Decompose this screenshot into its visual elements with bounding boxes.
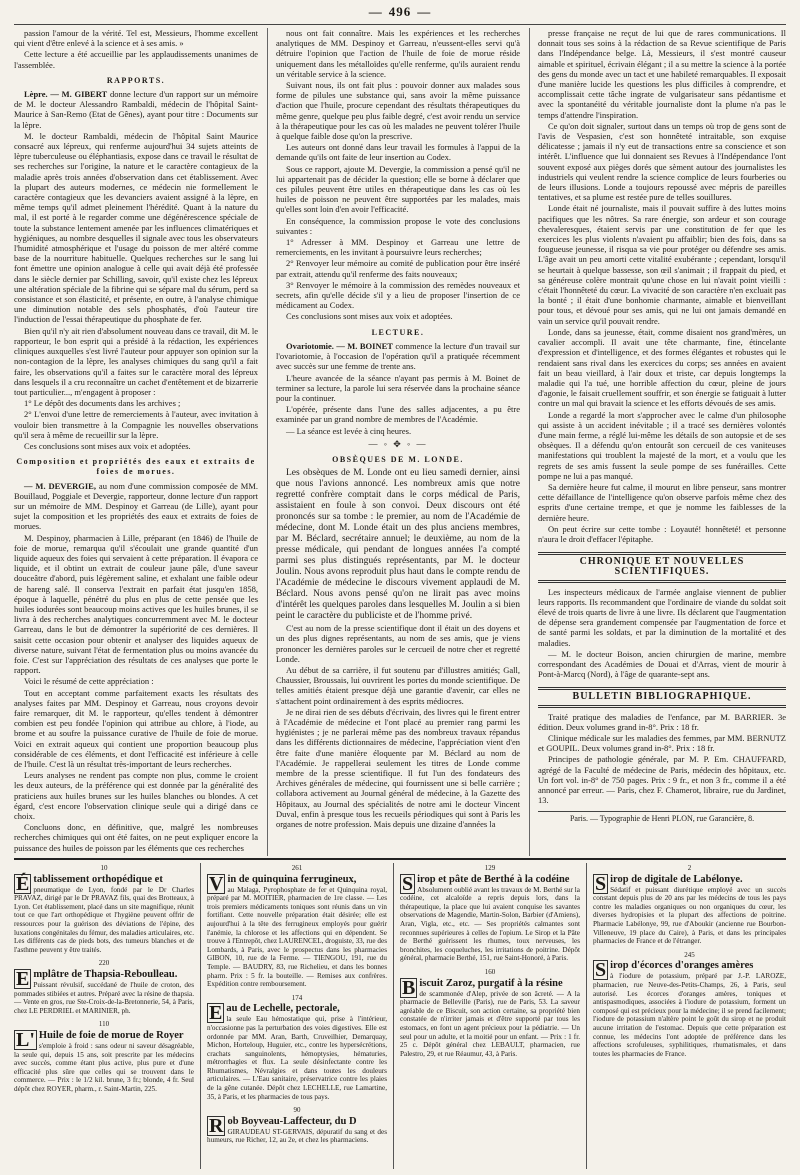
ad-body: Absolument oublié avant les travaux de M. Berthé sur la codéine, cet alcaloïde a repris depuis lors, dans la thérapeutique, la place que lui avaient conquise les savantes observations de Magendie, Martin-Solon, Barbier (d'Amiens), Aran, Vigla, etc., etc. — Ses propriétés calmantes sont reconnues supérieures à celles de l'opium. Le Sirop et la Pâte de Berthé guérissent les rhumes, toux nerveuses, les bronchites, les coqueluches, les irritations de poitrine. Dépôt général, pharmacie Berthé, 151, rue Saint-Honoré, à Paris.: [400, 885, 580, 963]
ad-number: 261: [291, 864, 303, 872]
paragraph: En conséquence, la commission propose le vote des conclusions suivantes :: [276, 215, 520, 236]
ad-title: Rob Boyveau-Laffecteur, du D: [209, 1114, 357, 1137]
ad-oranges: [593, 951, 786, 1059]
ad-number: 174: [291, 993, 303, 1002]
column-3: [538, 28, 786, 856]
paragraph: Sous ce rapport, ajoute M. Devergie, la commission a pensé qu'il ne lui appartenait pas de décider la question; elle se borne à déclarer que ces pilules peuvent être utiles en thérapeutique dans les cas où les huiles de poisson ne peuvent être supportées par les malades, mais qu'elles sont loin d'en avoir l'efficacité.: [276, 163, 520, 215]
paragraph: Leurs analyses ne rendent pas compte non plus, comme le croient les deux auteurs, de la préférence qui est donnée par la généralité des praticiens aux huiles brunes sur les huiles blanches ou blondes. A cet égard, c'est encore l'observation clinique seule qui a dirigé dans ce choix.: [14, 770, 258, 822]
paragraph: Londe était né journaliste, mais il pouvait suffire à des luttes moins pacifiques que les nôtres. Sa rare énergie, son ardeur et son courage chevaleresques, étaient servis par une constitution de fer que les exercices les plus violents n'avaient pu affaiblir; bien des fois, dans sa fougueuse jeunesse, il risqua sa vie pour protéger ou défendre ses amis. L'âge avait un peu amorti cette vitalité exubérante ; cependant, lorsqu'il se heurtait à quelque bassesse, son œil s'animait ; il frappait du pied, et sa généreuse colère montrait qu'une chose en lui n'avait point vieilli : c'était l'honnêteté du cœur. La vivacité de son caractère n'en excluait pas la bonté ; il était d'une bonhomie charmante, aimable et bienveillant pour tous, et dévoué pour ses amis, qui ne lui ont jamais demandé en vain un service qu'il pouvait rendre.: [538, 203, 786, 326]
ad-number: 220: [98, 959, 110, 968]
ad-body: à l'iodure de potassium, préparé par J.-P. LAROZE, pharmacien, rue Neuve-des-Petits-Champs, 26, à Paris, seul autorisé. Les écorces d'oranges amères, toniques et antispasmodiques, associées à l'iodure de potassium, forment un composé qui est précieux pour la médecine; il se prend facilement; l'iodure de potassium n'altère point le goût du sirop et ne produit aucune irritation de l'estomac. Depuis que cette préparation est connue, les médecins l'ont adoptée de préférence dans les affections scrofuleuses, syphilitiques, rhumatismales, et dans toutes les pharmacies de France.: [593, 972, 786, 1058]
ornament-divider: — ◦ ✥ ◦ —: [368, 438, 428, 449]
ad-title: Établissement orthopédique et: [16, 872, 163, 895]
paragraph: Principes de pathologie générale, par M. P. Em. CHAUFFARD, agrégé de la Faculté de médecine de Paris, médecin des hôpitaux, etc. Un fort vol. in-8° de 750 pages. Prix : 9 fr., et non 3 fr., comme il a été annoncé par erreur. — Paris, chez F. Chamerot, libraire, rue du Jardinet, 13.: [538, 754, 786, 806]
ad-body: GIRAUDEAU ST-GERVAIS, dépuratif du sang et des humeurs, rue Richer, 12, au 2e, et chez les pharmaciens.: [207, 1127, 387, 1145]
ovario-lead: Ovariotomie. — M. BOINET: [286, 340, 393, 351]
ad-title: Sirop de digitale de Labélonye.: [595, 872, 743, 895]
chronique-heading: CHRONIQUE ET NOUVELLES SCIENTIFIQUES.: [538, 552, 786, 582]
column-divider: [267, 28, 268, 856]
foie-heading: Composition et propriétés des eaux et extraits de foies de morues.: [16, 457, 256, 477]
column-divider: [529, 28, 530, 856]
ad-title: Eau de Lechelle, pectorale,: [209, 1002, 340, 1025]
ad-thapsia: [14, 959, 194, 1015]
paragraph: Ce qu'on doit signaler, surtout dans un temps où trop de gens sont de l'avis de Vespasien, c'est son honnêteté intraitable, son exquise délicatesse ; jamais il n'y eut de transactions entre sa conscience et son intérêt. L'influence que lui donnaient ses Revues à l'Indépendance l'ont souvent exposé aux pièges dorés que sèment autour des journalistes les industriels qui veulent rendre la science complice de leurs fourberies ou de leurs illusions. Londe a toujours repoussé avec mépris de pareilles tentatives, et sa plume est restée pure de telles souillures.: [538, 120, 786, 203]
paragraph: Je ne dirai rien de ses débuts d'écrivain, des livres qui le firent entrer à l'Académie de médecine et l'ont placé au premier rang parmi les hygiénistes ; je ne parlerai même pas des nombreux travaux répandus dans les différents dictionnaires de médecine, l'appréciation vient d'en être faite d'une manière éloquente par M. Béclard au nom de l'Académie. Je rappellerai seulement les titres de Londe comme membre de la presse scientifique. Il fut l'un des fondateurs des Archives générales de médecine, qui fournissent une si belle carrière ; collabora activement au Journal général de médecine, à la Gazette des Hôpitaux, au Journal des spécialités de notre ami le docteur Vincent Duval, enfin à presque tous les recueils périodiques qui sont à Paris les organes de notre profession. Mais depuis une dizaine d'années la: [276, 706, 520, 829]
ad-title: L'Huile de foie de morue de Royer: [16, 1028, 184, 1051]
ad-title: Biscuit Zaroz, purgatif à la résine: [402, 976, 563, 999]
foie-lead: — M. DEVERGIE,: [24, 480, 96, 491]
ad-divider: [200, 863, 201, 1169]
paragraph: Tout en acceptant comme parfaitement exacts les résultats des analyses faites par MM. Despinoy et Garreau, nous croyons devoir faire remarquer, dit M. le rapporteur, qu'elles tendent à démontrer combien est peu fondée l'opinion qui attribue au chlore, à l'iode, au brome et au soufre la puissance curative de l'huile de foie de morue. Voici en extrait aqueux qui contient une proportion beaucoup plus considérable de ces éléments, et dont l'efficacité est inférieure à celle de l'huile. C'est là un résultat très-important de leurs recherches.: [14, 687, 258, 770]
ad-body: s'emploie à froid : sans odeur ni saveur désagréable, la seule qui, depuis 15 ans, soit prescrite par les médecins avec succès, comme étant plus active, plus pure et d'une efficacité plus sûre que celles qui se trouvent dans le commerce. — Prix : le 1/2 kil. brune, 3 fr.; blonde, 4 fr. Seul dépôt chez ROYER, pharm., r. Saint-Martin, 225.: [14, 1041, 194, 1093]
ad-number: 160: [484, 967, 496, 976]
paragraph: Les inspecteurs médicaux de l'armée anglaise viennent de publier leurs rapports. Ils recommandent que l'ordinaire de viande du soldat soit élevé de trois quarts de livre à une livre. Ils déclarent que l'augmentation de dépense sera grandement compensée par l'augmentation de force et de santé parmi les soldats, et par la diminution de la mortalité et des maladies.: [538, 586, 786, 648]
ad-body: Sédatif et puissant diurétique employé avec un succès constant depuis plus de 20 ans par les médecins de tous les pays contre les maladies organiques ou non organiques du cœur, les diverses hydropisies et la plupart des affections de poitrine. Pharmacie Labélonye, 99, rue d'Aboukir (ancienne rue Bourbon-Villeneuve, 19 place du Caire), à Paris, et dans les principales pharmacies de France et de l'étranger.: [593, 885, 786, 946]
article-columns: [14, 28, 786, 856]
paragraph: — La séance est levée à cinq heures.: [286, 425, 412, 436]
ad-column-3: [400, 863, 580, 1169]
paragraph: Les obsèques de M. Londe ont eu lieu samedi dernier, ainsi que nous l'avions annoncé. Les nombreux amis que notre regretté confrère comptait dans le corps médical de Paris, assistaient en foule à son convoi. Deux discours ont été prononcés sur sa tombe : le premier, au nom de l'Académie de médecine, dont M. Londe était un des plus anciens membres, par M. Béclard, secrétaire annuel; le deuxième, au nom de la presse médicale, qui pendant de longues années l'a compté parmi ses plus distingués représentants, par M. le docteur Joulin. Nous avons reproduit plus haut dans le compte rendu de l'Académie de médecine le discours vivement applaudi de M. Béclard. Nous avons pensé qu'on ne lirait pas avec moins d'intérêt les quelques paroles dans lesquelles M. Joulin a si bien peint le caractère du publiciste et de l'homme privé.: [276, 468, 520, 622]
ad-divider: [586, 863, 587, 1169]
lecture-heading: LECTURE.: [371, 327, 425, 337]
paragraph: Suivant nous, ils ont fait plus : pouvoir donner aux malades sous forme de pilules une substance qui, sans avoir la même puissance d'action que l'huile, procure cependant des résultats thérapeutiques du même genre, quelque peu plus faible degré, c'est avoir rendu un service à la thérapeutique pour les cas où les malades ne peuvent tolérer l'huile à quelque faible dose qu'on la prescrive.: [276, 80, 520, 142]
ad-title: Sirop d'écorces d'oranges amères: [595, 959, 754, 982]
ad-column-1: [14, 863, 194, 1169]
ad-number: 245: [684, 950, 695, 959]
ovario-paragraph: [276, 341, 520, 372]
lepre-lead: Lèpre. — M. GIBERT: [24, 89, 108, 100]
ads-rule: [14, 858, 786, 860]
ad-column-2: [207, 863, 387, 1169]
ad-column-4: [593, 863, 786, 1169]
ad-boyveau: [207, 1106, 387, 1145]
paragraph: Concluons donc, en définitive, que, malgré les nombreuses recherches chimiques qui ont été faites, on ne peut expliquer encore la puissance des huiles de poisson par les éléments que ces recherches: [14, 822, 258, 853]
paragraph: Bien qu'il n'y ait rien d'absolument nouveau dans ce travail, dit M. le rapporteur, le bon esprit qui a présidé à la rédaction, les expériences cliniques auxquelles s'est livré l'auteur pour appuyer son opinion sur la non-contagion de la lèpre, les analyses chimiques du sang qu'il a fait faire, les observations qu'il a faites sur le caractère moral des lépreux dans lesquels il a cru reconnaître un cachet d'entêtement et de bizarrerie tout particulier..., m'engagent à proposer :: [14, 325, 258, 397]
obseques-heading: OBSÈQUES DE M. LONDE.: [332, 454, 464, 464]
ad-lechelle: [207, 994, 387, 1102]
bulletin-heading: BULLETIN BIBLIOGRAPHIQUE.: [538, 687, 786, 707]
ad-quinquina: [207, 864, 387, 989]
ad-zaroz: [400, 968, 580, 1058]
ad-number: 2: [687, 864, 692, 872]
paragraph: M. le docteur Rambaldi, médecin de l'hôpital Saint Maurice consacré aux lépreux, qui renferme aujourd'hui 34 sujets atteints de lèpre tuberculeuse ou éléphantiasis, expose dans ce travail le résultat de ses recherches sur l'origine, la nature et le caractère contagieux de la maladie après trois années d'observation dans cet établissement. Avec la plupart des auteurs modernes, ce médecin nie formellement le caractère contagieux que les devanciers avaient assigné à la lèpre, en même temps qu'il admet pleinement l'hérédité. Quant à la nature du mal, il est porté à le regarder comme une dégénérescence spéciale de toute la substance lentement amenée par les influences climatériques et hygiéniques, au nombre desquelles il signale avec tous les observateurs l'humidité atmosphérique et l'usage du poisson de mer altéré comme base de la nourriture habituelle. Quelques recherches sur le sang lui font émettre une opinion analogue à celle qui avait déjà été professée dans le siècle dernier par Schilling, savoir, qu'il existe chez les lépreux une altération spéciale de la fibrine qui se sépare mal du sérum, perd sa consistance et son élasticité, et présente, en outre, à l'analyse chimique une diminution notable des sels phosphatés, d'où l'auteur tire l'induction de l'essai thérapeutique du phosphate de fer.: [14, 130, 258, 325]
advertisements: [14, 863, 786, 1169]
paragraph: M. Despinoy, pharmacien à Lille, préparant (en 1846) de l'huile de foie de morue, remarqua qu'il s'écoulait une grande quantité d'un liquide aqueux des foies qui servaient à cette préparation. Il évapora ce liquide, et il obtint un extrait de couleur jaune pâle, d'une saveur douceâtre d'abord, puis légèrement saline, et exhalant une faible odeur de hareng salé. Il conserva l'extrait en parfait état jusqu'en 1858, époque à laquelle, pénétré du plus en plus de cette pensée que les huiles iodurées sont beaucoup moins actives que les huiles brunes, il se livra à des recherches analytiques concurremment avec M. le docteur Garreau, dans le but de démontrer la supériorité de ces dernières. Il saisit cette occasion pour obtenir et analyser des liquides aqueux de diverse nature, suivant l'état de fermentation plus ou moins avancée du foie. C'est sur l'appréciation des résultats de ces analyses que porte le rapport.: [14, 532, 258, 676]
ad-number: 90: [293, 1106, 301, 1115]
paragraph: On peut écrire sur cette tombe : Loyauté! honnêteté! et personne n'aura le droit d'effacer l'épitaphe.: [538, 523, 786, 544]
paragraph: — M. le docteur Boison, ancien chirurgien de marine, membre correspondant des Académies de Douai et d'Arras, vient de mourir à Pont-à-Marcq (Nord), à l'âge de quarante-sept ans.: [538, 648, 786, 680]
paragraph: Traité pratique des maladies de l'enfance, par M. BARRIER. 3e édition. Deux volumes grand in-8°. Prix : 18 fr.: [538, 711, 786, 732]
lepre-text: donne lecture d'un rapport sur un mémoire de M. le docteur Alessandro Rambaldi, médecin de l'hôpital Saint-Maurice à San-Remo (Etat de Gênes), ayant pour titre : Documents sur la lèpre.: [14, 89, 258, 130]
paragraph: Londe a regardé la mort s'approcher avec le calme d'un philosophe qui assiste à un accident inévitable ; il a tracé ses dernières volontés d'une main ferme, a réglé lui-même les détails de son autopsie et de ses obsèques. Il a défendu qu'on entourât son cercueil de ces vaniteuses manifestations qui troublent la majesté de la mort, et a voulu que les regrets de ses amis fussent la seule pompe de ses funérailles. Cette pompe ne lui a pas manqué.: [538, 409, 786, 481]
ad-body: au Malaga, Pyrophosphate de fer et Quinquina royal, préparé par M. MOITIER, pharmacien de 1re classe. — Les trois premiers médicaments toniques sont réunis dans un vin fortifiant. Cette nouvelle préparation était désirée; elle est aujourd'hui à la tête des ferrugineux employés pour guérir l'anémie, la chlorose et les affections qui en dépendent. Se trouve à l'Entrepôt, chez LAURENCEL, droguiste, 33, rue des Lombards, à Paris, avec le prospectus dans les pharmacies GIBON, 10, rue de la Ferme. — TIENGOU, 191, rue du Temple. — BAUDRY, 83, rue Richelieu, et dans les bonnes pharm. Prix : 5 fr. la bouteille. — Remises aux confrères. Expédition contre remboursement.: [207, 885, 387, 989]
ad-royer: [14, 1020, 194, 1093]
paragraph: Au début de sa carrière, il fut soutenu par d'illustres amitiés; Gall, Chaussier, Broussais, lui ouvrirent les portes du monde scientifique. De telles amitiés étaient presque déjà une garantie d'avenir, car elles ne s'attachent point ordinairement à des esprits médiocres.: [276, 664, 520, 706]
paragraph: 1° Le dépôt des documents dans les archives ;: [24, 398, 181, 409]
paragraph: 1° Adresser à MM. Despinoy et Garreau une lettre de remerciements, en les invitant à poursuivre leurs recherches;: [276, 237, 520, 258]
paragraph: L'heure avancée de la séance n'ayant pas permis à M. Boinet de terminer sa lecture, la parole lui sera réservée dans la prochaine séance pour la continuer.: [276, 372, 520, 403]
paragraph: passion l'amour de la vérité. Tel est, Messieurs, l'homme excellent qui vient d'être enlevé à la science et à ses amis. »: [14, 28, 258, 49]
paragraph: Ces conclusions sont mises aux voix et adoptées.: [286, 311, 453, 322]
page-number: — 496 —: [0, 4, 800, 20]
ad-digitale: [593, 864, 786, 946]
foie-paragraph: [14, 481, 258, 532]
paragraph: nous ont fait connaître. Mais les expériences et les recherches analytiques de MM. Despinoy et Garreau, n'eussent-elles servi qu'à détruire l'opinion que l'action de l'huile de foie de morue réside uniquement dans les métalloïdes qu'elle renferme, qu'ils auraient rendu un véritable service à la science.: [276, 28, 520, 79]
paragraph: Les auteurs ont donné dans leur travail les formules à l'appui de la demande qu'ils ont faite de leur insertion au Codex.: [276, 142, 520, 163]
ad-body: Puissant révulsif, succédané de l'huile de croton, des pommades stibiées et autres. Préparé avec la résine de thapsia. — Vente en gros, rue Ste-Croix-de-la-Bretonnerie, 54, à Paris, chez LE PERDRIEL et MARINIER, ph.: [14, 980, 194, 1015]
paragraph: 2° L'envoi d'une lettre de remerciements à l'auteur, avec invitation à vouloir bien transmettre à la Compagnie les nouvelles observations qu'il sera à même de recueillir sur la lèpre.: [14, 409, 258, 440]
ad-title: Sirop et pâte de Berthé à la codéine: [402, 872, 570, 895]
ad-number: 129: [484, 864, 496, 872]
paragraph: Clinique médicale sur les maladies des femmes, par MM. BERNUTZ et GOUPIL. Deux volumes grand in-8°. Prix : 18 fr.: [538, 733, 786, 754]
ad-body: de scammonée d'Alep, privée de son âcreté. — A la pharmacie de Belleville (Paris), rue de Paris, 53. La saveur agréable de ce Biscuit, son action certaine, sa propriété bien constatée de n'irriter jamais et d'être supporté par tous les estomacs, en font un agent précieux pour la pédiatrie. — Un seul pour un adulte, et la moitié pour un enfant. — Prix : 1 fr. 25 c. Dépôt général chez LEBAULT, pharmacien, rue Palestro, 29, et rue Réaumur, 43, à Paris.: [400, 989, 580, 1058]
paragraph: presse française ne reçut de lui que de rares communications. Il donnait tous ses soins à la rédaction de sa Revue scientifique de Paris dans l'Indépendance belge. Là, Messieurs, il s'est montré causeur aimable et spirituel, écrivain élégant ; il a su mettre la science à la portée des gens du monde avec un tact et une habileté remarquables. Il exposait d'une manière lucide les questions les plus difficiles à comprendre, et accomplissait cette tâche ingrate de vulgarisateur sans pédantisme et avec la spontanéité du véritable journaliste dont la plume n'a pas le temps d'attendre l'inspiration.: [538, 28, 786, 120]
paragraph: Ces conclusions sont mises aux voix et adoptées.: [24, 440, 191, 451]
ad-body: la seule Eau hémostatique qui, prise à l'intérieur, n'occasionne pas la perturbation des voies digestives. Elle est ordonnée par MM. Aran, Barth, Cruveilhier, Demarquay, Michon, Horteloup, Huguier, etc., contre les hypersécrétions, crachats sanguinolents, hémoptysies, hématuries, métrorrhagies et flux. La seule désinfectante contre les Rhumatismes, Névralgies et dans toutes les douleurs articulaires. — L'Eau sanitaire, préservatrice contre les plaies de la gêne cutanée. Dépôt chez LECHELLE, rue Lamartine, 35, à Paris, et les pharmacies de tous pays.: [207, 1015, 387, 1101]
column-2: [276, 28, 520, 856]
ad-number: 110: [98, 1020, 110, 1029]
paragraph: Cette lecture a été accueillie par les applaudissements unanimes de l'assemblée.: [14, 49, 258, 70]
column-1: [14, 28, 258, 856]
ad-title: Vin de quinquina ferrugineux,: [209, 872, 357, 895]
ad-orthopedique: [14, 864, 194, 954]
foie-text: au nom d'une commission composée de MM. Bouillaud, Poggiale et Devergie, rapporteur, donne lecture d'un rapport sur un mémoire de MM. Despinoy et Garreau (de Lille), ayant pour sujet la composition et les propriétés des eaux et extraits de foies de morues.: [14, 480, 258, 532]
ad-title: Emplâtre de Thapsia-Reboulleau.: [16, 967, 178, 990]
paragraph: 2° Renvoyer leur mémoire au comité de publication pour être inséré par extrait, attendu qu'il renferme des faits nouveaux;: [276, 258, 520, 279]
printer-imprint: Paris. — Typographie de Henri PLON, rue Garancière, 8.: [538, 811, 786, 824]
ad-body: pneumatique de Lyon, fondé par le Dr Charles PRAVAZ, dirigé par le Dr PRAVAZ fils, quai des Brotteaux, à Lyon. Cet établissement, placé dans un site magnifique, réunit tout ce que l'art orthopédique et l'hygiène peuvent offrir de ressources pour la guérison des déviations de l'épine, des luxations congénitales du fémur, des maladies articulaires, etc. Les différents cas de pieds bots, des tumeurs blanches et de l'asthme peuvent y être traités.: [14, 885, 194, 954]
paragraph: Voici le résumé de cette appréciation :: [24, 676, 154, 687]
ovario-text: commence la lecture d'un travail sur l'ovariotomie, à l'occasion de l'opération qu'il a pratiquée récemment avec succès sur une femme de trente ans.: [276, 340, 520, 372]
paragraph: 3° Renvoyer le mémoire à la commission des remèdes nouveaux et secrets, afin qu'elle décide s'il y a lieu de proposer l'insertion de ce médicament au Codex.: [276, 279, 520, 311]
ad-number: 10: [100, 864, 108, 872]
paragraph: L'opérée, présente dans l'une des salles adjacentes, a pu être examinée par un grand nombre de membres de l'Académie.: [276, 404, 520, 425]
ad-divider: [393, 863, 394, 1169]
intro-block: [14, 28, 258, 70]
paragraph: C'est au nom de la presse scientifique dont il était un des doyens et un des plus dignes représentants, au nom de ses amis, que je viens prononcer les dernières paroles sur le cercueil de notre cher et regretté Londe.: [276, 623, 520, 664]
rapports-heading: RAPPORTS.: [106, 75, 166, 85]
ad-berthe: [400, 864, 580, 963]
paragraph: Londe, dans sa jeunesse, était, comme disaient nos grand'mères, un cavalier accompli. Il avait une tête charmante, fine, étincelante d'expression et d'intelligence, et des formes élégantes et robustes qui le rendaient sans rival dans les exercices du corps; ses années en avaient fait un beau vieillard, à l'air doux et triste, car depuis longtemps la maladie qui l'a tué, une horrible affection du cœur, pleine de jours d'agonie, le faisait cruellement souffrir, et son énergie se fatiguait à lutter contre un mal qui bravait la science et les efforts dévoués de ses amis.: [538, 326, 786, 409]
lepre-paragraph: [14, 89, 258, 130]
paragraph: Sa dernière heure fut calme, il mourut en libre penseur, sans montrer cette défaillance de l'intelligence qu'on observe parfois même chez des esprits d'une certaine trempe, et que je nomme les faiblesses de la dernière heure.: [538, 481, 786, 523]
top-rule: [14, 24, 786, 25]
